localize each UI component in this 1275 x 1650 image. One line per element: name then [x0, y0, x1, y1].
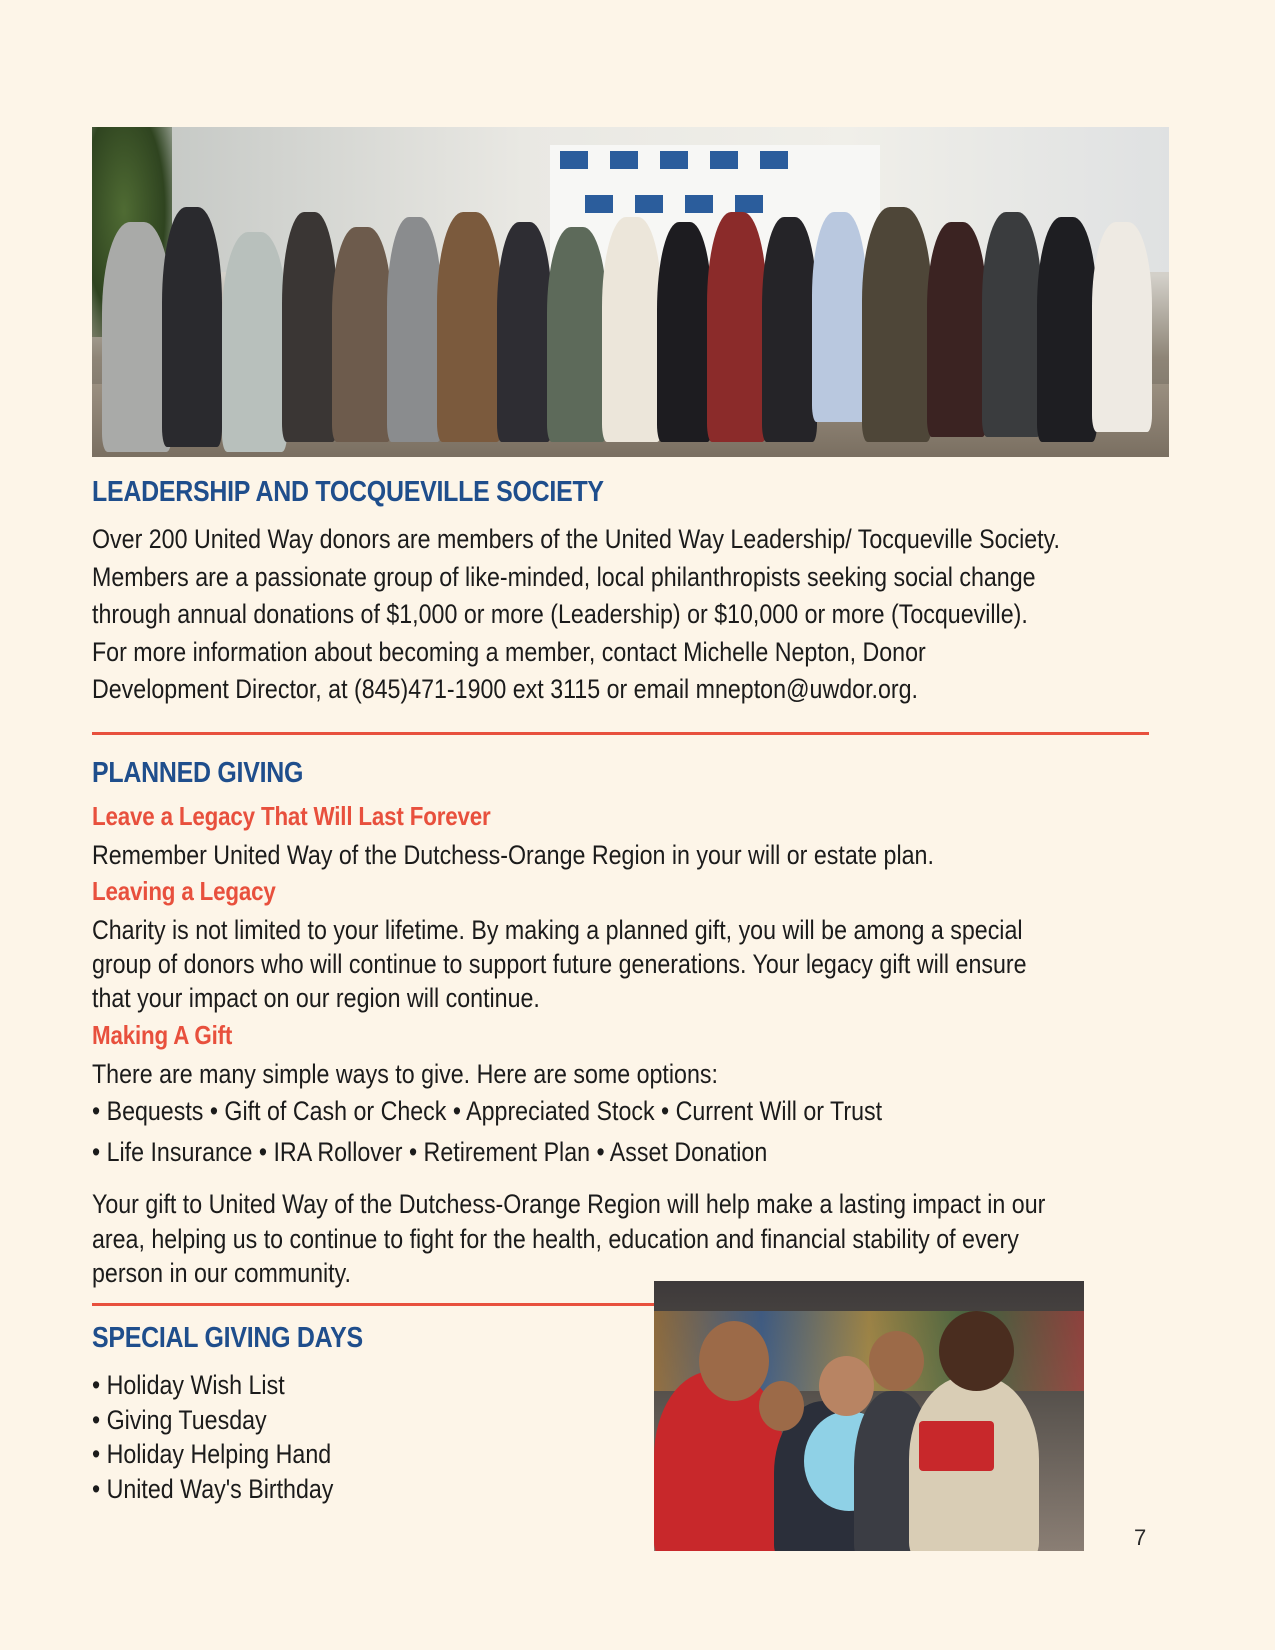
- making-gift-intro-line: There are many simple ways to give. Here are some options:: [92, 1059, 718, 1089]
- closing-line: area, helping us to continue to fight for the health, education and financial stability of every: [92, 1223, 1019, 1254]
- leadership-line: For more information about becoming a member, contact Michelle Nepton, Donor: [92, 636, 926, 667]
- crowd-of-donors: [102, 182, 1152, 442]
- leadership-line: through annual donations of $1,000 or more (Leadership) or $10,000 or more (Tocqueville).: [92, 599, 1028, 629]
- section-divider: [92, 732, 1149, 735]
- list-item: • Holiday Wish List: [92, 1370, 285, 1400]
- special-giving-days-list: [92, 1368, 333, 1506]
- leaving-legacy-line: group of donors who will continue to support future generations. Your legacy gift will ensure: [92, 949, 1027, 979]
- gift-options-text: • Life Insurance • IRA Rollover • Retirement Plan • Asset Donation: [92, 1137, 768, 1167]
- list-item: • Giving Tuesday: [92, 1404, 267, 1435]
- legacy-forever-text: [92, 838, 934, 872]
- closing-paragraph: [92, 1187, 1045, 1291]
- leadership-paragraph: [92, 521, 1060, 709]
- closing-line: person in our community.: [92, 1258, 351, 1288]
- leaving-legacy-line: Charity is not limited to your lifetime. By making a planned gift, you will be among a special: [92, 915, 1023, 945]
- legacy-forever-line: Remember United Way of the Dutchess-Orange Region in your will or estate plan.: [92, 840, 934, 870]
- list-item: • United Way's Birthday: [92, 1473, 334, 1504]
- closing-line: Your gift to United Way of the Dutchess-Orange Region will help make a lasting impact in our: [92, 1189, 1046, 1219]
- page-number: 7: [1134, 1525, 1147, 1550]
- making-gift-intro: [92, 1057, 718, 1091]
- leaving-legacy-subheading: Leaving a Legacy: [92, 876, 276, 906]
- gift-options-line-2: [92, 1135, 767, 1169]
- leadership-heading: LEADERSHIP AND TOCQUEVILLE SOCIETY: [92, 476, 604, 508]
- legacy-forever-subheading: Leave a Legacy That Will Last Forever: [92, 801, 491, 831]
- special-giving-days-heading: SPECIAL GIVING DAYS: [92, 1322, 363, 1354]
- leaving-legacy-paragraph: [92, 913, 1027, 1015]
- leadership-group-photo: [92, 127, 1169, 457]
- gift-options-text: • Bequests • Gift of Cash or Check • Appreciated Stock • Current Will or Trust: [92, 1096, 883, 1126]
- leaving-legacy-line: that your impact on our region will continue.: [92, 983, 540, 1013]
- section-divider: [92, 1303, 654, 1306]
- leadership-line: Over 200 United Way donors are members of the United Way Leadership/ Tocqueville Society.: [92, 524, 1060, 554]
- planned-giving-heading: PLANNED GIVING: [92, 757, 304, 789]
- list-item: • Holiday Helping Hand: [92, 1439, 332, 1469]
- holiday-kids-photo: [654, 1281, 1084, 1551]
- gift-options-line-1: [92, 1094, 882, 1128]
- leadership-line: Members are a passionate group of like-minded, local philanthropists seeking social change: [92, 561, 1036, 592]
- making-gift-subheading: Making A Gift: [92, 1020, 233, 1050]
- leadership-line: Development Director, at (845)471-1900 ext 3115 or email mnepton@uwdor.org.: [92, 674, 918, 704]
